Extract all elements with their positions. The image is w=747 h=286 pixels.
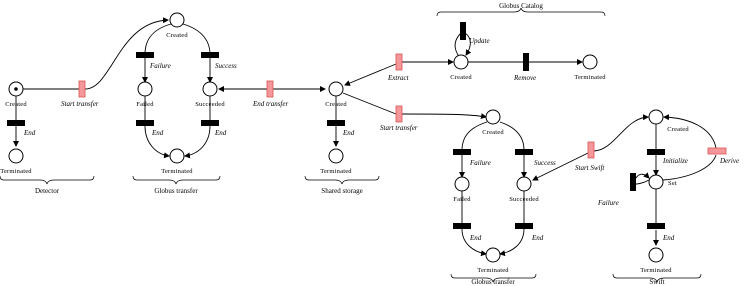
transition-gt2-failure [453,149,471,155]
label-gt2-success: Success [534,159,556,167]
place-gt2-failed [455,177,469,191]
transition-gt1-end-succeeded [201,120,219,126]
place-gt1-created [170,13,184,27]
group-detector: Detector [34,187,60,195]
transition-gt2-end-succeeded [515,223,533,229]
label-det-created: Created [5,101,27,108]
place-ss-terminated [329,149,343,163]
label-cat-terminated: Terminated [574,74,606,81]
label-ss-terminated: Terminated [320,168,352,175]
place-gt1-succeeded [203,82,217,96]
place-ss-created [329,82,343,96]
label-det-terminated: Terminated [0,168,32,175]
place-gt2-succeeded [517,177,531,191]
arc-gt1-created-success [183,24,210,54]
label-end-transfer: End transfer [253,100,289,108]
label-update: Update [469,37,490,45]
transition-start-transfer-1 [79,81,85,97]
place-sw-terminated [649,248,663,262]
group-swift: Swift [649,278,665,286]
transition-sw-failure [630,173,636,191]
arc-start-transfer-gt1-created [85,20,168,89]
transition-gt1-failure [136,52,154,58]
label-sw-derive: Derive [720,157,740,165]
arc-ss-created-start-transfer-2 [343,93,396,114]
transition-remove [523,53,529,71]
place-gt2-terminated [486,248,500,262]
label-sw-failure: Failure [598,199,619,207]
label-sw-initialize: Initialize [663,157,688,165]
label-gt2-end-failed: End [470,234,482,242]
label-sw-created: Created [667,126,689,133]
label-det-end: End [24,129,36,137]
brace-detector [0,176,94,184]
transition-ss-end [327,120,345,126]
label-cat-created: Created [450,74,472,81]
brace-globus-transfer-1 [133,176,220,184]
place-cat-terminated [583,55,597,69]
arc-start-swift-sw-created [594,117,648,151]
arc-gt1-created-failure [145,24,171,54]
label-extract: Extract [388,74,409,82]
label-gt2-terminated: Terminated [477,267,509,274]
transition-extract [396,54,402,70]
transition-gt2-end-failed [453,223,471,229]
transition-gt1-success [201,52,219,58]
place-det-terminated [9,149,23,163]
transition-sw-end [647,223,665,229]
label-ss-created: Created [325,101,347,108]
transition-gt2-success [515,149,533,155]
label-sw-terminated: Terminated [640,267,672,274]
place-gt2-created [486,110,500,124]
token-icon [14,87,18,91]
group-braces [0,2,701,286]
transition-update [460,22,466,40]
arc-gt2-created-success [500,122,524,150]
group-globus-transfer-1: Globus transfer [154,187,198,195]
label-gt2-created: Created [482,129,504,136]
label-gt1-succeeded: Succeeded [195,101,225,108]
transition-end-transfer [267,81,273,97]
transition-start-swift [588,142,594,158]
group-globus-catalog: Globus Catalog [499,2,543,10]
transition-sw-derive [708,148,726,154]
label-start-transfer-1: Start transfer [61,100,99,108]
label-gt2-failure: Failure [470,159,491,167]
label-gt1-terminated: Terminated [161,168,193,175]
label-gt1-end-failed: End [152,129,164,137]
place-gt1-failed [138,82,152,96]
label-gt1-success: Success [215,62,237,70]
label-sw-set: Set [668,180,677,187]
arc-gt2-created-failure [462,122,487,150]
label-ss-end: End [343,129,355,137]
group-globus-transfer-2: Globus transfer [471,278,515,286]
label-remove: Remove [514,74,537,82]
transitions [7,22,726,229]
arc-end-gt1-terminated-right [185,126,210,156]
transition-sw-initialize [647,149,665,155]
brace-shared-storage [305,176,379,184]
group-shared-storage: Shared storage [321,187,363,195]
place-cat-created [454,55,468,69]
label-gt1-failed: Failed [136,101,154,108]
label-sw-end: End [663,234,675,242]
transition-det-end [7,120,25,126]
label-gt2-failed: Failed [453,196,471,203]
arc-start-transfer-2-gt2-created [402,114,486,117]
transition-start-transfer-2 [396,106,402,122]
label-start-transfer-2: Start transfer [380,124,418,132]
place-sw-created [649,110,663,124]
arc-gt2-end-terminated-right [500,229,524,254]
label-start-swift: Start Swift [575,164,605,172]
transition-gt1-end-failed [136,120,154,126]
label-gt1-end-succeeded: End [215,129,227,137]
label-gt2-end-succeeded: End [532,234,544,242]
label-gt1-failure: Failure [150,62,171,70]
arc-failure-set [636,174,649,178]
label-gt1-created: Created [166,32,188,39]
label-gt2-succeeded: Succeeded [509,196,539,203]
place-sw-set [649,175,663,189]
transition-labels [23,37,739,242]
place-gt1-terminated [170,149,184,163]
arcs [16,20,716,254]
arc-set-failure [636,180,649,184]
